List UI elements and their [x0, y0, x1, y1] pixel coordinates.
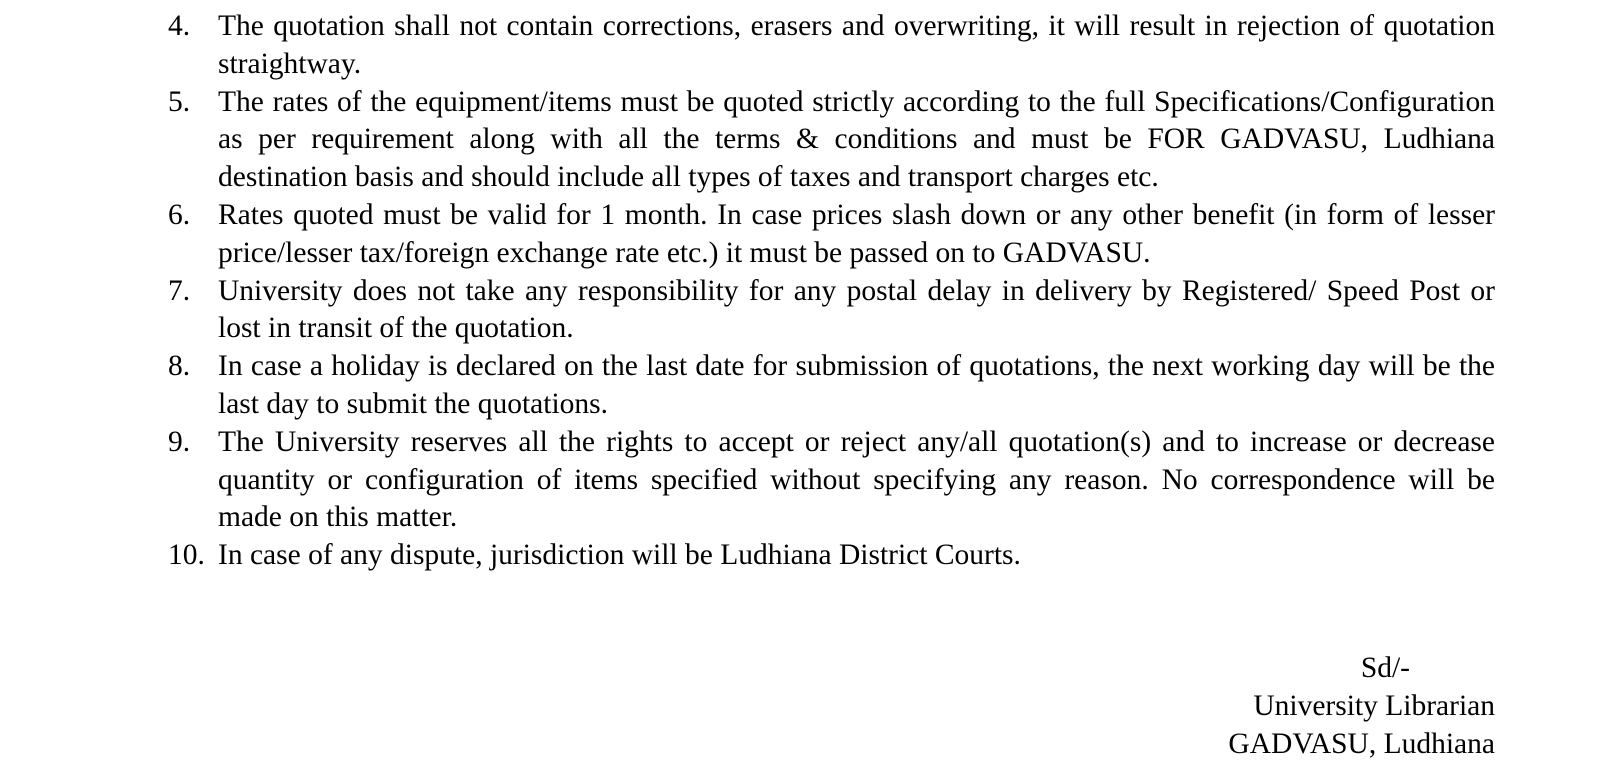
terms-list [168, 8, 1495, 575]
term-item-6 [168, 197, 1495, 273]
signature-institution: GADVASU, Ludhiana [1228, 727, 1495, 760]
term-text: University does not take any responsibility for any postal delay in delivery by Registered/ Speed Post or lost in transit of the quotation. [218, 274, 1495, 345]
term-text: Rates quoted must be valid for 1 month. In case prices slash down or any other benefit (in form of lesser price/lesser tax/foreign exchange rate etc.) it must be passed on to GADVASU. [218, 198, 1495, 269]
term-item-10 [168, 537, 1495, 575]
term-item-4 [168, 8, 1495, 84]
term-item-9 [168, 424, 1495, 537]
term-number: 8. [168, 350, 191, 383]
term-text: The University reserves all the rights to accept or reject any/all quotation(s) and to increase or decrease quantity or configuration of items specified without specifying any reason. No correspondence will be made on this matter. [218, 425, 1495, 534]
signature-title: University Librarian [1253, 689, 1495, 722]
term-item-7 [168, 273, 1495, 349]
term-number: 4. [168, 10, 191, 42]
term-item-8 [168, 348, 1495, 424]
term-text: In case of any dispute, jurisdiction will be Ludhiana District Courts. [218, 539, 1021, 572]
term-number: 5. [168, 85, 191, 118]
signature-block [1228, 650, 1495, 763]
term-number: 7. [168, 274, 191, 307]
signature-sd: Sd/- [1360, 652, 1410, 684]
term-text: The quotation shall not contain corrections, erasers and overwriting, it will result in rejection of quotation straightway. [218, 10, 1495, 80]
term-number: 9. [168, 425, 191, 458]
term-item-5 [168, 84, 1495, 197]
term-number: 6. [168, 198, 191, 231]
term-text: In case a holiday is declared on the last date for submission of quotations, the next working day will be the last day to submit the quotations. [218, 350, 1495, 420]
term-text: The rates of the equipment/items must be quoted strictly according to the full Specifications/Configuration as per requirement along with all the terms & conditions and must be FOR GADVASU, Ludhiana destination basis and should include all types of taxes and transport charges etc. [218, 85, 1495, 194]
term-number: 10. [168, 539, 205, 572]
